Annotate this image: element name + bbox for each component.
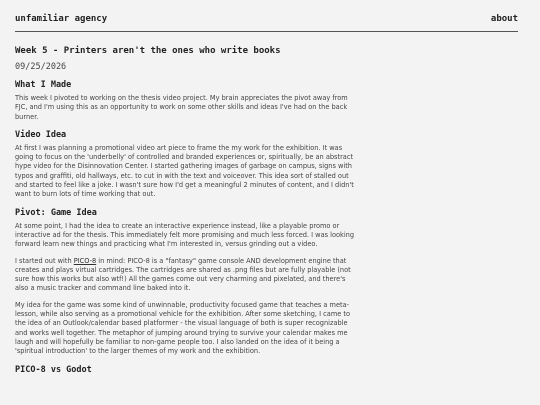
post-date: 09/25/2026 <box>15 62 67 72</box>
section-heading-what-i-made: What I Made <box>15 80 72 90</box>
pivot-2-rest-text: in mind: PICO-8 is a "fantasy" game console AND development engine that creates and plays virtual cartridges. The cartridges are shared as .png files but are fully playable (not sure how this works but also wtf!) All the games come out very charming and pixelated, and there's also a music tracker and command line baked into it. <box>15 256 351 293</box>
paragraph-pivot-1: At some point, I had the idea to create an interactive experience instead, like a playable promo or interactive ad for the thesis. This immediately felt more promising and much less forced. I was looking forward learn new things and practicing what I'm interested in, versus grinding out a video. <box>15 221 355 249</box>
pico8-link[interactable]: PICO-8 <box>73 256 97 265</box>
section-heading-pivot-game-idea: Pivot: Game Idea <box>15 207 97 218</box>
post-title: Week 5 - Printers aren't the ones who write books <box>15 46 281 56</box>
paragraph-video-idea: At first I was planning a promotional video art piece to frame the my work for the exhibition. It was going to focus on the 'underbelly' of controlled and branded experiences or, spiritually, be an abstract hype video for the Disinnovation Center. I started gathering images of garbage on campus, signs with typos and graffiti, old hallways, etc. to cut in with the text and voiceover. This idea sort of stalled out and started to feel like a joke. I wasn't sure how I'd get a meaningful 2 minutes of content, and I didn't want to burn lots of time working that out. <box>15 143 354 199</box>
pivot-2-lead-text: I started out with <box>15 256 74 265</box>
section-heading-video-idea: Video Idea <box>15 129 67 140</box>
site-brand-link[interactable]: unfamiliar agency <box>15 14 108 24</box>
paragraph-pivot-2 <box>15 257 360 294</box>
site-header <box>15 0 518 32</box>
section-heading-pico8-vs-godot: PICO-8 vs Godot <box>15 364 92 375</box>
nav-about-link[interactable]: about <box>490 14 518 24</box>
paragraph-what-i-made: This week I pivoted to working on the thesis video project. My brain appreciates the pivot away from FJC, and I'm using this as an opportunity to work on some other skills and ideas I've had on the back burner. <box>15 94 348 121</box>
paragraph-pivot-3: My idea for the game was some kind of unwinnable, productivity focused game that teaches a meta-lesson, while also serving as a promotional vehicle for the exhibition. After some sketching, I came to the idea of an Outlook/calendar based platformer - the visual language of both is super recognizable and works well together. The metaphor of jumping around trying to survive your calendar makes me laugh and will hopefully be familiar to non-game people too. I also landed on the idea of it being a 'spiritual introduction' to the larger themes of my work and the exhibition. <box>15 300 351 356</box>
post-content <box>15 44 518 379</box>
